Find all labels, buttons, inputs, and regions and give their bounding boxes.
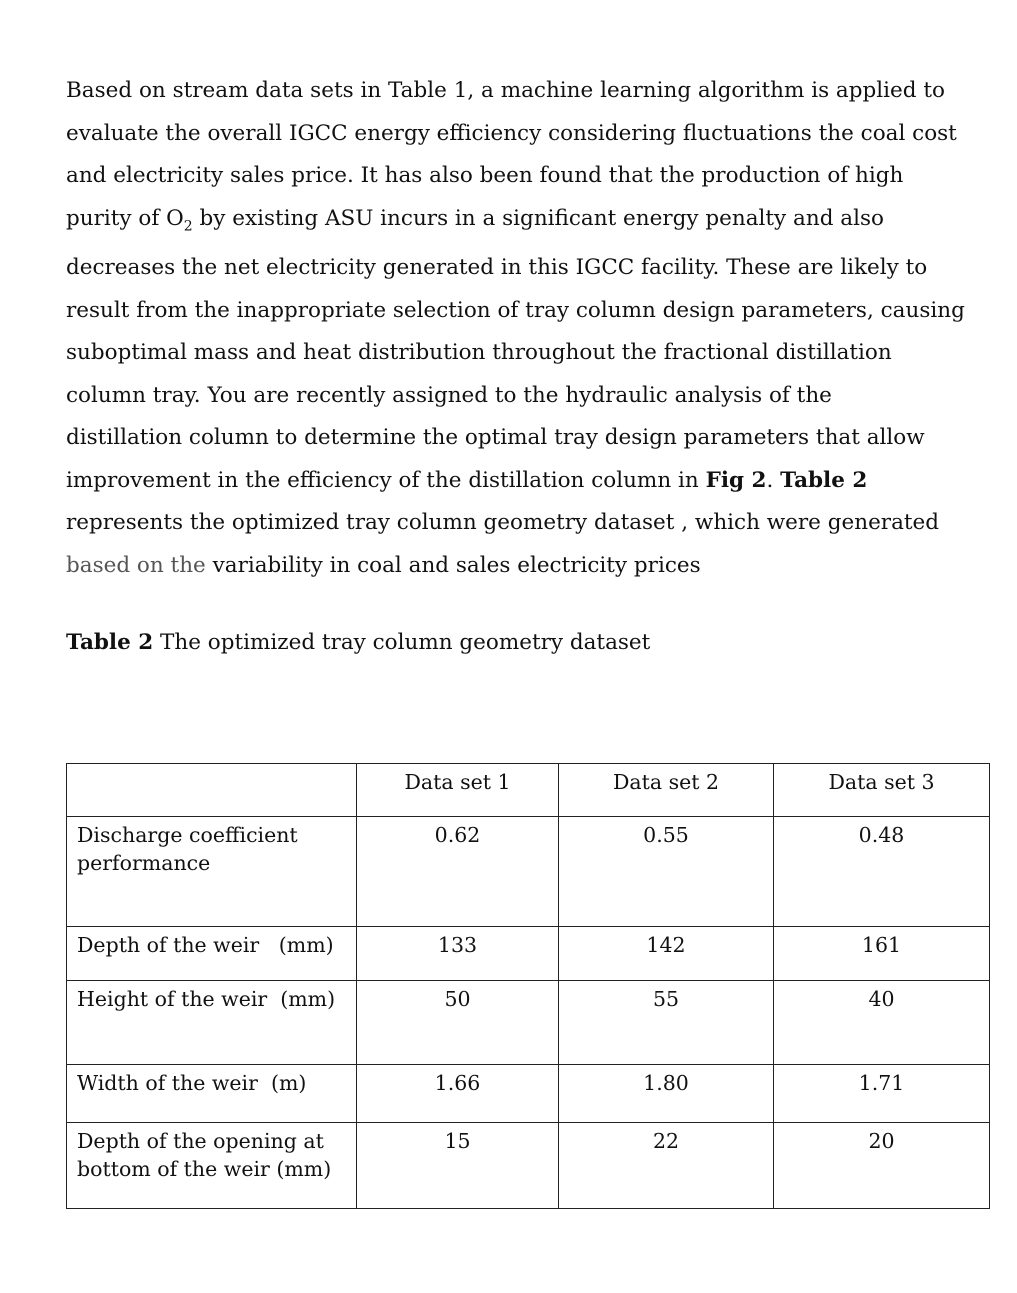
table-cell: 161	[774, 927, 990, 981]
paragraph-line: and electricity sales price. It has also been found that the production of high	[66, 163, 904, 188]
table-cell: 22	[559, 1123, 774, 1209]
column-header: Data set 2	[559, 764, 774, 817]
table-cell: 50	[357, 981, 559, 1065]
table-cell: 15	[357, 1123, 559, 1209]
paragraph-text: purity of O	[66, 205, 184, 231]
paragraph-text-gray: based on the	[66, 552, 206, 578]
paragraph-line	[66, 545, 996, 588]
table-cell: 55	[559, 981, 774, 1065]
row-label: Discharge coefficient performance	[67, 817, 357, 927]
paragraph-line: suboptimal mass and heat distribution throughout the fractional distillation	[66, 340, 892, 366]
row-label: Depth of the opening at bottom of the weir (mm)	[67, 1123, 357, 1209]
paragraph-text: .	[766, 467, 781, 493]
column-header: Data set 1	[357, 764, 559, 817]
table-cell: 0.48	[774, 817, 990, 927]
table-reference: Table 2	[780, 467, 868, 493]
paragraph-line: result from the inappropriate selection of tray column design parameters, causing	[66, 297, 965, 323]
paragraph-line: Based on stream data sets in Table 1, a machine learning algorithm is applied to	[66, 78, 945, 103]
table-cell: 1.71	[774, 1065, 990, 1123]
paragraph-text: by existing ASU incurs in a significant energy penalty and also	[192, 205, 884, 231]
paragraph-text: variability in coal and sales electricity prices	[205, 552, 701, 578]
table-row	[67, 927, 990, 981]
tray-geometry-table	[66, 763, 990, 1209]
table-row	[67, 1123, 990, 1209]
subscript-two: 2	[183, 217, 193, 234]
table-cell: 142	[559, 927, 774, 981]
column-header: Data set 3	[774, 764, 990, 817]
table-cell: 0.62	[357, 817, 559, 927]
paragraph-line	[66, 460, 996, 503]
table-cell: 1.80	[559, 1065, 774, 1123]
row-label: Height of the weir (mm)	[67, 981, 357, 1065]
table-row	[67, 817, 990, 927]
paragraph-line: represents the optimized tray column geometry dataset , which were generated	[66, 510, 940, 536]
table-cell: 20	[774, 1123, 990, 1209]
paragraph-line: decreases the net electricity generated in this IGCC facility. These are likely to	[66, 255, 928, 281]
table-caption-text: The optimized tray column geometry dataset	[153, 630, 651, 655]
table-cell: 40	[774, 981, 990, 1065]
body-paragraph	[66, 70, 996, 587]
table-cell: 0.55	[559, 817, 774, 927]
table-cell: 1.66	[357, 1065, 559, 1123]
table-caption-label: Table 2	[66, 630, 154, 655]
table-row	[67, 981, 990, 1065]
paragraph-line: column tray. You are recently assigned to the hydraulic analysis of the	[66, 382, 832, 408]
paragraph-line: distillation column to determine the optimal tray design parameters that allow	[66, 425, 925, 451]
table-header-row	[67, 764, 990, 817]
figure-reference: Fig 2	[705, 467, 767, 493]
row-label: Depth of the weir (mm)	[67, 927, 357, 981]
table-caption	[66, 622, 650, 664]
table-corner-cell	[67, 764, 357, 817]
paragraph-line: evaluate the overall IGCC energy efficiency considering fluctuations the coal cost	[66, 120, 957, 146]
paragraph-line	[66, 198, 996, 248]
table-row	[67, 1065, 990, 1123]
table-cell: 133	[357, 927, 559, 981]
row-label: Width of the weir (m)	[67, 1065, 357, 1123]
paragraph-text: improvement in the efficiency of the distillation column in	[66, 467, 706, 493]
